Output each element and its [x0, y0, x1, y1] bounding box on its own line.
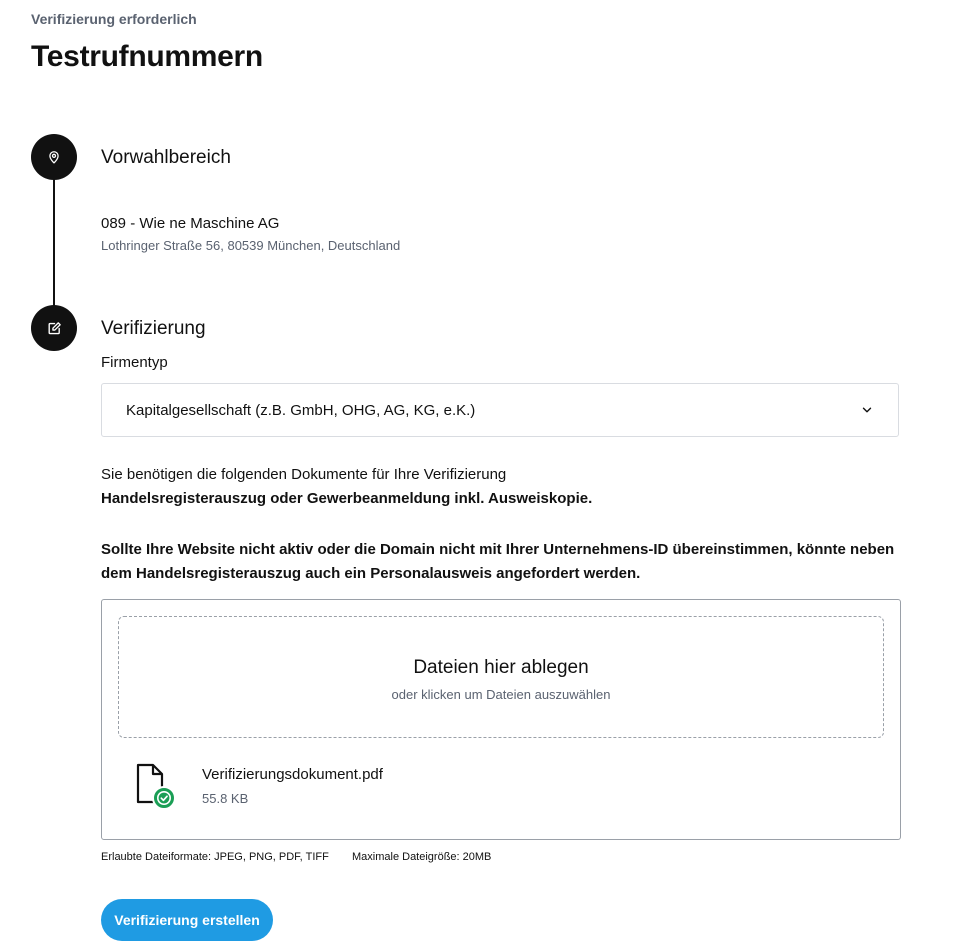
document-check-icon	[134, 762, 180, 812]
map-pin-icon	[47, 150, 61, 164]
chevron-down-icon	[860, 403, 874, 417]
step-1-title: Vorwahlbereich	[101, 147, 231, 168]
documents-note: Sollte Ihre Website nicht aktiv oder die Domain nicht mit Ihrer Unternehmens-ID übereinstimmen, könnte neben dem Handelsregisterauszug auch ein Personalausweis angefordert werden.	[101, 541, 895, 582]
documents-required: Handelsregisterauszug oder Gewerbeanmeldung inkl. Ausweiskopie.	[101, 490, 593, 507]
create-verification-button[interactable]: Verifizierung erstellen	[101, 899, 273, 941]
uploaded-file-size: 55.8 KB	[202, 791, 249, 806]
max-file-size: Maximale Dateigröße: 20MB	[352, 851, 492, 863]
dropzone-subtitle: oder klicken um Dateien auszuwählen	[391, 687, 611, 702]
region-address: Lothringer Straße 56, 80539 München, Deutschland	[101, 238, 401, 253]
step-2-title: Verifizierung	[101, 318, 206, 339]
page-title: Testrufnummern	[31, 40, 263, 73]
company-type-select[interactable]	[101, 383, 899, 437]
step-2-badge	[31, 305, 77, 351]
uploaded-file-name: Verifizierungsdokument.pdf	[202, 766, 383, 783]
step-1-badge	[31, 134, 77, 180]
stepper-connector	[53, 178, 55, 308]
documents-intro: Sie benötigen die folgenden Dokumente für Ihre Verifizierung	[101, 466, 507, 483]
dropzone-title: Dateien hier ablegen	[413, 657, 589, 678]
region-name: 089 - Wie ne Maschine AG	[101, 215, 280, 232]
company-type-value: Kapitalgesellschaft (z.B. GmbH, OHG, AG, KG, e.K.)	[126, 401, 476, 419]
allowed-formats: Erlaubte Dateiformate: JPEG, PNG, PDF, TIFF	[101, 851, 329, 863]
check-badge	[153, 787, 175, 809]
edit-icon	[47, 321, 62, 336]
company-type-label: Firmentyp	[101, 354, 168, 371]
file-dropzone[interactable]	[118, 616, 884, 738]
page-eyebrow: Verifizierung erforderlich	[31, 11, 197, 27]
upload-panel	[101, 599, 901, 840]
